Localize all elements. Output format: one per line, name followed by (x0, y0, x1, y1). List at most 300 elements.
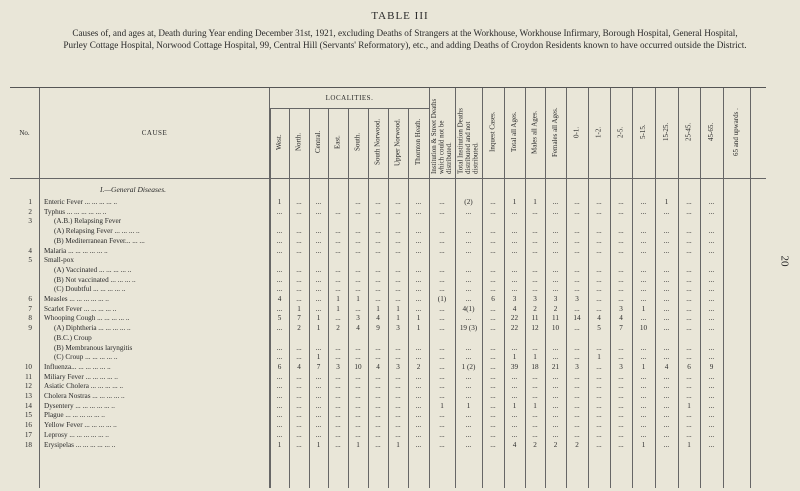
table-cell: ... (276, 430, 283, 439)
column-header: North. (294, 132, 303, 152)
table-cell: ... (640, 372, 647, 381)
table-cell: ... (552, 353, 559, 362)
table-row (10, 276, 766, 286)
table-cell: ... (490, 353, 496, 362)
cause-name: (C) Croup ... ... ... ... .. (54, 353, 118, 362)
table-cell: ... (618, 295, 624, 303)
table-cell: ... (415, 285, 422, 294)
table-cell: ... (439, 227, 445, 236)
table-cell: 5 (277, 314, 282, 323)
table-cell: ... (395, 246, 401, 255)
table-cell: ... (276, 265, 283, 274)
cause-name: Miliary Fever ... ... ... ... .. (44, 372, 118, 381)
table-cell: 1 (440, 401, 444, 410)
table-cell: ... (465, 236, 472, 245)
table-cell: ... (574, 304, 580, 313)
table-cell: ... (640, 411, 647, 420)
table-cell: ... (395, 285, 401, 294)
table-cell: ... (465, 246, 472, 255)
table-cell: ... (395, 411, 401, 420)
table-cell: ... (708, 401, 715, 410)
table-cell: ... (640, 430, 647, 439)
cause-name: Plague ... ... ... ... ... .. (44, 411, 105, 420)
table-cell: ... (574, 275, 580, 284)
table-cell: ... (490, 324, 496, 333)
table-cell: ... (395, 236, 401, 245)
table-cell: ... (415, 295, 422, 303)
table-row (10, 344, 766, 354)
table-cell: ... (415, 343, 422, 352)
table-cell: ... (552, 430, 559, 439)
header-rule (270, 108, 429, 109)
table-cell: ... (355, 421, 361, 430)
cause-name: Asiatic Cholera ... ... ... ... .. (44, 382, 124, 391)
row-number: 16 (24, 421, 32, 430)
table-cell: ... (490, 198, 496, 206)
column-header: West. (274, 134, 283, 150)
column-header: South Norwood. (373, 118, 382, 166)
table-cell: 19 (3) (459, 324, 478, 333)
column-header: Central. (313, 130, 322, 154)
column-header: 2-5. (616, 126, 625, 138)
table-cell: ... (375, 411, 381, 420)
table-cell: ... (618, 392, 624, 400)
table-cell: ... (618, 411, 624, 420)
table-cell: ... (375, 207, 381, 216)
table-cell: ... (465, 421, 472, 430)
table-cell: ... (415, 304, 422, 313)
table-cell: ... (618, 227, 624, 236)
table-cell: ... (574, 198, 580, 206)
column-header: Upper Norwood. (393, 118, 402, 166)
table-cell: ... (490, 440, 496, 449)
table-cell: 3 (396, 324, 400, 333)
table-cell: ... (315, 382, 322, 391)
table-cell: ... (596, 372, 602, 381)
table-cell: 4(1) (462, 304, 475, 313)
column-header: 25-45. (684, 122, 693, 142)
cause-name: (B) Membranous laryngitis (54, 343, 133, 352)
table-cell: 9 (709, 362, 714, 371)
table-row (10, 392, 766, 402)
table-cell: ... (596, 265, 602, 274)
table-cell: ... (276, 304, 283, 313)
table-cell: ... (296, 372, 302, 381)
table-cell: ... (276, 275, 283, 284)
table-cell: ... (439, 314, 445, 323)
table-cell: ... (355, 227, 361, 236)
table-cell: ... (686, 207, 692, 216)
table-cell: 1 (396, 304, 400, 313)
table-cell: ... (276, 207, 283, 216)
cause-name: Yellow Fever ... ... ... ... .. (44, 421, 117, 430)
cause-name: Dysentery ... ... ... ... ... .. (44, 401, 115, 410)
table-cell: ... (686, 304, 692, 313)
table-cell: ... (640, 401, 647, 410)
table-cell: 4 (597, 314, 601, 323)
table-cell: ... (439, 382, 445, 391)
table-cell: ... (708, 411, 715, 420)
table-cell: 1 (687, 401, 691, 410)
table-cell: 3 (575, 295, 579, 303)
table-cell: ... (315, 295, 322, 303)
table-cell: ... (415, 401, 422, 410)
table-row (10, 285, 766, 295)
table-cell: 1 (316, 324, 321, 333)
table-cell: ... (663, 275, 670, 284)
table-cell: ... (490, 401, 496, 410)
row-number: 3 (28, 217, 32, 226)
table-cell: ... (708, 295, 715, 303)
table-cell: ... (532, 372, 538, 381)
cause-name: Measles ... ... ... ... ... .. (44, 295, 109, 303)
table-cell: ... (596, 285, 602, 294)
table-cell: ... (276, 236, 283, 245)
table-cell: ... (708, 343, 715, 352)
header-cause: CAUSE (141, 129, 168, 137)
table-cell: 1 (356, 295, 360, 303)
table-cell: 1 (512, 198, 517, 206)
table-row (10, 227, 766, 237)
table-cell: ... (439, 362, 445, 371)
table-cell: 2 (336, 324, 340, 333)
table-row (10, 266, 766, 276)
table-cell: ... (596, 304, 602, 313)
table-cell: ... (439, 430, 445, 439)
row-number: 15 (24, 411, 32, 420)
row-number: 1 (28, 198, 32, 206)
table-cell: ... (490, 246, 496, 255)
table-cell: ... (552, 236, 559, 245)
table-cell: ... (395, 430, 401, 439)
table-cell: ... (276, 324, 283, 333)
table-cell: ... (663, 324, 670, 333)
table-cell: ... (640, 382, 647, 391)
table-cell: ... (574, 343, 580, 352)
table-cell: ... (640, 295, 647, 303)
mortality-table (10, 87, 766, 488)
table-cell: ... (465, 382, 472, 391)
table-cell: ... (335, 285, 341, 294)
table-cell: ... (663, 440, 670, 449)
table-cell: ... (276, 372, 283, 381)
table-cell: ... (315, 198, 322, 206)
table-cell: ... (276, 227, 283, 236)
table-cell: 6 (491, 295, 495, 303)
table-cell: ... (552, 411, 559, 420)
table-cell: ... (395, 265, 401, 274)
table-cell: 1 (2) (461, 362, 476, 371)
table-row (10, 217, 766, 227)
table-cell: ... (663, 227, 670, 236)
cause-name: Typhus ... ... ... ... ... .. (44, 207, 107, 216)
table-cell: ... (511, 421, 518, 430)
table-cell: ... (439, 343, 445, 352)
table-cell: ... (465, 295, 472, 303)
table-cell: ... (511, 227, 518, 236)
table-cell: ... (511, 411, 518, 420)
table-cell: ... (686, 295, 692, 303)
row-number: 11 (25, 372, 32, 381)
table-cell: ... (296, 275, 302, 284)
table-cell: ... (296, 430, 302, 439)
table-cell: ... (315, 392, 322, 400)
table-cell: ... (439, 246, 445, 255)
column-header: South. (353, 132, 362, 152)
table-cell: ... (663, 236, 670, 245)
header-localities: LOCALITIES. (325, 94, 374, 102)
table-cell: 4 (297, 362, 301, 371)
table-cell: ... (511, 236, 518, 245)
table-cell: ... (708, 314, 715, 323)
table-cell: ... (708, 285, 715, 294)
table-cell: 1 (687, 440, 691, 449)
table-cell: ... (596, 392, 602, 400)
table-cell: ... (439, 392, 445, 400)
table-cell: ... (355, 411, 361, 420)
table-cell: ... (640, 275, 647, 284)
table-cell: ... (490, 304, 496, 313)
table-cell: ... (596, 236, 602, 245)
table-cell: ... (296, 343, 302, 352)
table-cell: ... (296, 411, 302, 420)
table-cell: ... (415, 227, 422, 236)
table-cell: ... (596, 343, 602, 352)
table-cell: ... (618, 265, 624, 274)
header-no: No. (19, 129, 30, 137)
table-cell: 18 (531, 362, 539, 371)
cause-name: (A.B.) Relapsing Fever (54, 217, 122, 226)
table-cell: 3 (512, 295, 517, 303)
table-cell: 9 (376, 324, 380, 333)
table-cell: 1 (336, 304, 340, 313)
table-title: TABLE III (371, 10, 429, 22)
table-cell: ... (395, 198, 401, 206)
table-cell: ... (532, 246, 538, 255)
table-cell: ... (532, 392, 538, 400)
table-cell: ... (439, 421, 445, 430)
table-cell: ... (375, 265, 381, 274)
table-cell: ... (618, 401, 624, 410)
table-cell: ... (618, 343, 624, 352)
table-cell: ... (708, 421, 715, 430)
table-cell: ... (439, 275, 445, 284)
table-cell: ... (276, 246, 283, 255)
table-cell: ... (618, 353, 624, 362)
table-cell: ... (686, 343, 692, 352)
table-cell: ... (375, 382, 381, 391)
cause-name: Influenza... ... ... ... ... .. (44, 362, 111, 371)
table-row (10, 402, 766, 412)
table-cell: ... (395, 421, 401, 430)
table-cell: ... (686, 411, 692, 420)
table-cell: 12 (531, 324, 539, 333)
table-cell: ... (415, 236, 422, 245)
column-header: 0-1. (572, 126, 581, 138)
row-number: 9 (28, 324, 32, 333)
table-row (10, 411, 766, 421)
table-cell: ... (686, 372, 692, 381)
table-row (10, 441, 766, 451)
table-cell: ... (663, 207, 670, 216)
page-number: 20 (778, 255, 791, 267)
column-header: Total all Ages. (509, 111, 518, 153)
table-cell: ... (552, 227, 559, 236)
table-cell: ... (439, 353, 445, 362)
cause-name: (B) Mediterranean Fever... ... ... (54, 236, 145, 245)
table-cell: ... (596, 362, 602, 371)
table-cell: ... (439, 324, 445, 333)
table-row (10, 431, 766, 441)
table-cell: ... (296, 207, 302, 216)
table-cell: ... (511, 382, 518, 391)
table-cell: ... (296, 265, 302, 274)
table-cell: 4 (376, 362, 380, 371)
table-cell: ... (335, 421, 341, 430)
table-cell: 3 (336, 362, 340, 371)
table-cell: ... (276, 411, 283, 420)
table-cell: ... (355, 353, 361, 362)
table-cell: ... (640, 265, 647, 274)
table-cell: 3 (619, 304, 623, 313)
table-cell: ... (552, 246, 559, 255)
table-cell: ... (686, 246, 692, 255)
table-cell: ... (335, 411, 341, 420)
table-cell: ... (708, 227, 715, 236)
table-cell: 1 (336, 295, 340, 303)
cause-name: (A) Relapsing Fever ... ... ... .. (54, 227, 140, 236)
table-cell: ... (686, 421, 692, 430)
table-cell: ... (439, 198, 445, 206)
table-cell: 1 (641, 440, 646, 449)
table-cell: ... (315, 343, 322, 352)
table-cell: ... (465, 372, 472, 381)
row-number: 17 (24, 430, 32, 439)
table-cell: ... (375, 198, 381, 206)
table-cell: ... (439, 236, 445, 245)
table-cell: ... (439, 304, 445, 313)
section-title: I.—General Diseases. (100, 185, 167, 194)
table-cell: ... (596, 295, 602, 303)
table-cell: ... (574, 411, 580, 420)
table-cell: ... (708, 275, 715, 284)
table-cell: 4 (619, 314, 623, 323)
table-cell: ... (355, 430, 361, 439)
table-cell: ... (663, 285, 670, 294)
table-cell: ... (532, 285, 538, 294)
table-cell: ... (596, 246, 602, 255)
table-cell: ... (355, 207, 361, 216)
table-cell: ... (490, 207, 496, 216)
table-cell: 1 (533, 198, 537, 206)
table-cell: ... (335, 246, 341, 255)
table-cell: 1 (316, 440, 321, 449)
table-row (10, 305, 766, 315)
column-header: 45-65. (706, 122, 715, 142)
table-cell: ... (395, 382, 401, 391)
table-cell: ... (355, 382, 361, 391)
table-cell: ... (708, 324, 715, 333)
table-cell: ... (618, 382, 624, 391)
table-cell: ... (552, 421, 559, 430)
cause-name: Scarlet Fever ... ... ... ... .. (44, 304, 117, 313)
table-cell: ... (395, 295, 401, 303)
table-cell: ... (296, 227, 302, 236)
table-cell: 3 (396, 362, 400, 371)
table-cell: ... (296, 401, 302, 410)
table-cell: ... (296, 382, 302, 391)
table-cell: ... (490, 314, 496, 323)
table-cell: ... (640, 343, 647, 352)
table-caption: Causes of, and ages at, Death during Year ending December 31st, 1921, excluding Deaths of Strangers at the Workhouse, Workhouse Infirmary, Borough Hospital, General Hospital, Purley Cottage Hospital, Norwood Cottage Hospital, 99, Central Hill (Servants' Reformatory), etc., and adding Deaths of Croydon Residents known to have occurred outside the District. (63, 28, 747, 50)
table-cell: (1) (437, 295, 447, 303)
column-header: Inquest Cases. (488, 111, 497, 153)
table-cell: ... (315, 275, 322, 284)
table-cell: 7 (297, 314, 301, 323)
table-cell: 1 (416, 314, 421, 323)
table-cell: ... (395, 401, 401, 410)
column-header: 15-25. (661, 122, 670, 142)
table-cell: 1 (466, 401, 471, 410)
cause-name: Whooping Cough ... ... ... ... .. (44, 314, 130, 323)
table-cell: ... (439, 285, 445, 294)
table-cell: 10 (639, 324, 648, 333)
table-row (10, 295, 766, 305)
table-cell: ... (686, 382, 692, 391)
table-cell: ... (596, 198, 602, 206)
table-row (10, 382, 766, 392)
table-cell: ... (708, 382, 715, 391)
table-cell: 21 (551, 362, 560, 371)
table-cell: ... (276, 382, 283, 391)
table-cell: ... (439, 372, 445, 381)
table-cell: ... (335, 207, 341, 216)
table-row (10, 421, 766, 431)
table-cell: 1 (512, 353, 517, 362)
table-cell: 14 (573, 314, 581, 323)
table-cell: ... (490, 421, 496, 430)
table-cell: ... (686, 227, 692, 236)
table-cell: 4 (664, 362, 669, 371)
table-cell: 1 (396, 314, 400, 323)
table-row (10, 208, 766, 218)
table-cell: ... (355, 275, 361, 284)
table-cell: ... (375, 275, 381, 284)
table-cell: 22 (510, 314, 519, 323)
table-cell: 1 (356, 440, 360, 449)
table-cell: ... (552, 401, 559, 410)
table-cell: ... (552, 207, 559, 216)
table-cell: ... (315, 411, 322, 420)
table-cell: ... (640, 314, 647, 323)
column-header: Females all Ages. (550, 107, 559, 157)
table-cell: 7 (316, 362, 321, 371)
table-cell: ... (663, 392, 670, 400)
table-cell: ... (335, 265, 341, 274)
row-number: 6 (28, 295, 32, 303)
table-cell: ... (663, 421, 670, 430)
header-rule (10, 178, 766, 179)
table-cell: ... (552, 285, 559, 294)
table-cell: ... (618, 440, 624, 449)
row-number: 14 (24, 401, 32, 410)
table-cell: ... (335, 372, 341, 381)
table-cell: ... (395, 343, 401, 352)
table-cell: ... (355, 285, 361, 294)
table-cell: ... (490, 343, 496, 352)
table-cell: ... (640, 198, 647, 206)
table-cell: ... (708, 236, 715, 245)
